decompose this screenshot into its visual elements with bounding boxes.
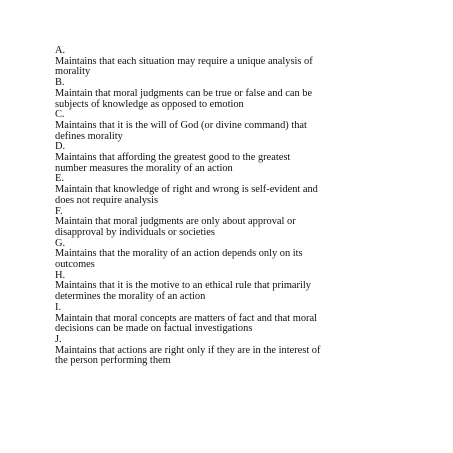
option-letter: B. bbox=[55, 77, 65, 89]
statement-line: Maintain that moral judgments are only about approval or bbox=[55, 216, 296, 228]
statement-line: determines the morality of an action bbox=[55, 291, 206, 303]
option-c bbox=[55, 110, 405, 142]
statement-line: the person performing them bbox=[55, 355, 171, 367]
option-letter: F. bbox=[55, 205, 63, 217]
option-statement bbox=[55, 281, 405, 302]
statement-line: number measures the morality of an action bbox=[55, 162, 233, 174]
option-statement bbox=[55, 153, 405, 174]
option-d bbox=[55, 142, 405, 174]
statement-line: morality bbox=[55, 66, 91, 78]
option-statement bbox=[55, 314, 405, 335]
option-f bbox=[55, 207, 405, 239]
option-statement bbox=[55, 57, 405, 78]
option-letter: E. bbox=[55, 173, 64, 185]
option-a bbox=[55, 46, 405, 78]
statement-line: Maintains that it is the will of God (or divine command) that bbox=[55, 119, 307, 131]
option-h bbox=[55, 271, 405, 303]
option-statement bbox=[55, 249, 405, 270]
statement-line: disapproval by individuals or societies bbox=[55, 226, 215, 238]
option-letter: I. bbox=[55, 301, 62, 313]
statement-line: Maintain that knowledge of right and wrong is self-evident and bbox=[55, 184, 318, 196]
option-statement bbox=[55, 217, 405, 238]
option-letter: D. bbox=[55, 141, 66, 153]
statement-line: decisions can be made on factual investigations bbox=[55, 323, 253, 335]
statement-line: Maintains that each situation may require a unique analysis of bbox=[55, 55, 313, 67]
option-statement bbox=[55, 89, 405, 110]
option-statement bbox=[55, 346, 405, 367]
option-b bbox=[55, 78, 405, 110]
option-letter: C. bbox=[55, 109, 65, 121]
statement-line: Maintains that actions are right only if they are in the interest of bbox=[55, 344, 321, 356]
statement-line: Maintain that moral judgments can be true or false and can be bbox=[55, 87, 313, 99]
option-letter: H. bbox=[55, 269, 66, 281]
option-letter: G. bbox=[55, 237, 66, 249]
option-e bbox=[55, 174, 405, 206]
statement-line: Maintains that affording the greatest good to the greatest bbox=[55, 152, 291, 164]
statement-line: Maintains that the morality of an action depends only on its bbox=[55, 248, 303, 260]
statement-line: Maintains that it is the motive to an ethical rule that primarily bbox=[55, 280, 311, 292]
option-i bbox=[55, 303, 405, 335]
option-g bbox=[55, 239, 405, 271]
option-statement bbox=[55, 185, 405, 206]
statement-line: outcomes bbox=[55, 259, 95, 271]
statement-line: subjects of knowledge as opposed to emotion bbox=[55, 98, 244, 110]
option-statement bbox=[55, 121, 405, 142]
statement-line: defines morality bbox=[55, 130, 123, 142]
option-j bbox=[55, 335, 405, 367]
statement-line: Maintain that moral concepts are matters of fact and that moral bbox=[55, 312, 317, 324]
answer-options-list bbox=[55, 46, 405, 367]
option-letter: J. bbox=[55, 333, 62, 345]
option-letter: A. bbox=[55, 45, 66, 56]
statement-line: does not require analysis bbox=[55, 194, 159, 206]
